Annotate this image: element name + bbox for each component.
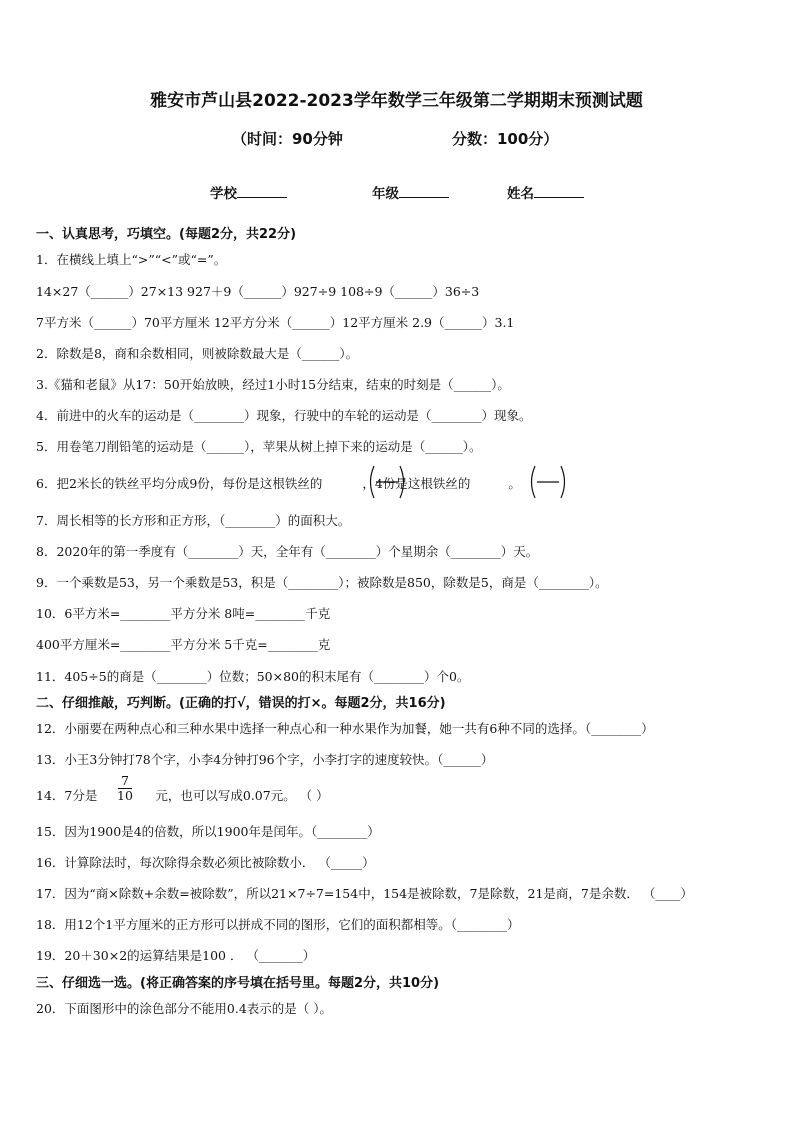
question-1-row-a: 14×27（______）27×13 927＋9（______）927÷9 108÷9（______）36÷3 bbox=[36, 284, 480, 299]
question-4: 4．前进中的火车的运动是（________）现象，行驶中的车轮的运动是（________）现象。 bbox=[36, 408, 532, 423]
question-12: 12．小丽要在两种点心和三种水果中选择一种点心和一种水果作为加餐，她一共有6种不同的选择。（________） bbox=[36, 721, 654, 736]
question-16: 16．计算除法时，每次除得余数必须比被除数小． （_____） bbox=[36, 855, 375, 870]
exam-title: 雅安市芦山县2022-2023学年数学三年级第二学期期末预测试题 bbox=[150, 91, 643, 111]
question-11: 11．405÷5的商是（________）位数；50×80的积末尾有（________）个0。 bbox=[36, 669, 470, 684]
grade-label: 年级 bbox=[372, 186, 399, 202]
question-20: 20．下面图形中的涂色部分不能用0.4表示的是（ ）。 bbox=[36, 1001, 333, 1016]
fraction-denominator: 10 bbox=[117, 788, 133, 803]
school-field[interactable] bbox=[210, 182, 287, 202]
section-2-heading: 二、仔细推敲，巧判断。(正确的打√，错误的打×。每题2分，共16分) bbox=[36, 696, 446, 711]
question-5: 5．用卷笔刀削铅笔的运动是（______），苹果从树上掉下来的运动是（______）。 bbox=[36, 439, 482, 454]
fraction-numerator: 7 bbox=[118, 774, 132, 789]
question-17: 17．因为“商×除数+余数=被除数”，所以21×7÷7=154中，154是被除数，7是除数，21是商，7是余数． （____） bbox=[36, 886, 693, 901]
fraction-blank-2[interactable] bbox=[527, 464, 569, 500]
question-15: 15．因为1900是4的倍数，所以1900年是闰年。（________） bbox=[36, 824, 380, 839]
question-6-text-a: 6．把2米长的铁丝平均分成9份，每份是这根铁丝的 bbox=[36, 476, 323, 491]
question-9: 9．一个乘数是53，另一个乘数是53，积是（________）；被除数是850，除数是5，商是（________）。 bbox=[36, 575, 608, 590]
question-6 bbox=[36, 474, 521, 492]
time-label: （时间：90分钟 bbox=[232, 130, 343, 148]
grade-blank[interactable] bbox=[399, 185, 449, 198]
section-1-heading: 一、认真思考，巧填空。(每题2分，共22分) bbox=[36, 227, 297, 242]
question-3: 3.《猫和老鼠》从17：50开始放映，经过1小时15分结束，结束的时刻是（______）。 bbox=[36, 377, 510, 392]
name-field[interactable] bbox=[507, 182, 584, 202]
question-18: 18．用12个1平方厘米的正方形可以拼成不同的图形，它们的面积都相等。（________） bbox=[36, 917, 520, 932]
question-19: 19．20＋30×2的运算结果是100 ． （_______） bbox=[36, 948, 316, 963]
grade-field[interactable] bbox=[372, 182, 449, 202]
school-label: 学校 bbox=[210, 186, 237, 202]
fraction-blank-1[interactable] bbox=[366, 464, 408, 500]
name-label: 姓名 bbox=[507, 186, 534, 202]
question-2: 2．除数是8，商和余数相同，则被除数最大是（______）。 bbox=[36, 346, 359, 361]
question-7: 7．周长相等的长方形和正方形，（________）的面积大。 bbox=[36, 513, 351, 528]
question-14-text-b: 元，也可以写成0.07元。 （ ） bbox=[155, 788, 329, 803]
section-3-heading: 三、仔细选一选。(将正确答案的序号填在括号里。每题2分，共10分) bbox=[36, 976, 440, 991]
question-14-text-a: 14．7分是 bbox=[36, 788, 98, 803]
question-13: 13．小王3分钟打78个字，小李4分钟打96个字，小李打字的速度较快。（______） bbox=[36, 752, 494, 767]
fraction-seven-tenths bbox=[117, 774, 133, 803]
question-6-text-c: 。 bbox=[508, 476, 521, 491]
school-blank[interactable] bbox=[237, 185, 287, 198]
name-blank[interactable] bbox=[534, 185, 584, 198]
question-6-text-b: ，4份是这根铁丝的 bbox=[362, 476, 471, 491]
question-1-row-b: 7平方米（______）70平方厘米 12平方分米（______）12平方厘米 2.9（______）3.1 bbox=[36, 315, 515, 330]
question-8: 8．2020年的第一季度有（________）天，全年有（________）个星期余（________）天。 bbox=[36, 544, 539, 559]
score-label: 分数：100分） bbox=[452, 130, 559, 148]
question-14 bbox=[36, 786, 329, 804]
question-1: 1．在横线上填上“>”“<”或“=”。 bbox=[36, 252, 227, 267]
question-10-row-b: 400平方厘米=________平方分米 5千克=________克 bbox=[36, 637, 331, 652]
question-10-row-a: 10．6平方米=________平方分米 8吨=________千克 bbox=[36, 606, 331, 621]
